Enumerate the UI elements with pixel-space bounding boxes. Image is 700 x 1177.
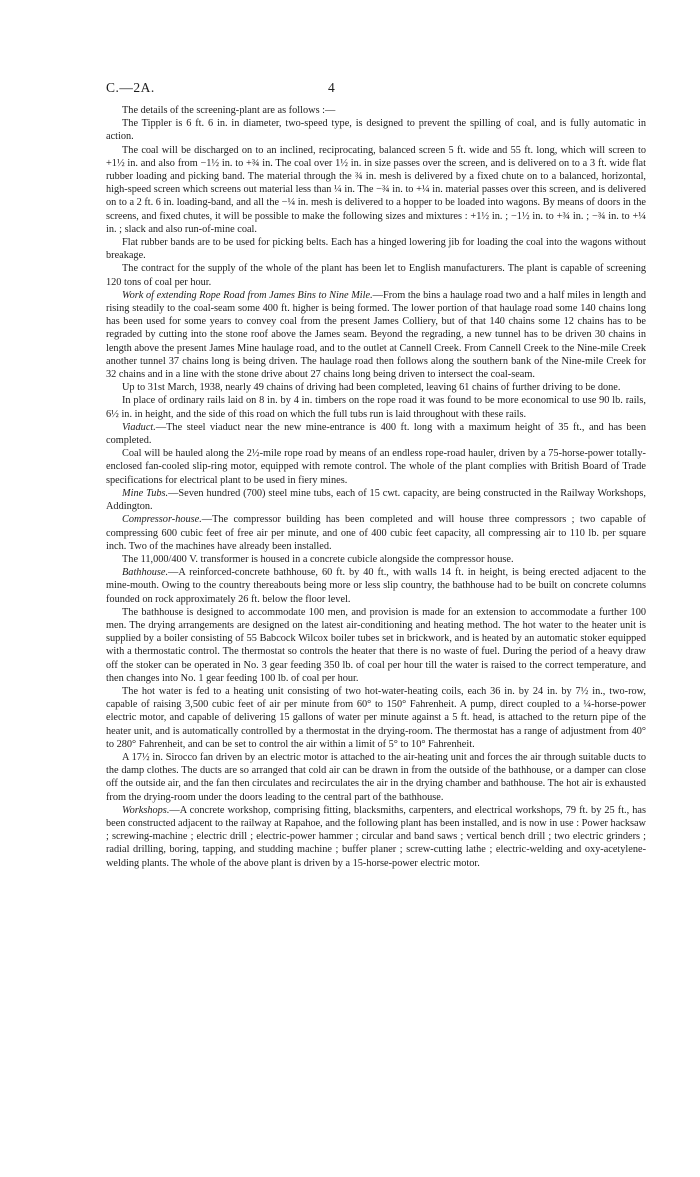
page-header [106, 80, 646, 96]
paragraph: The hot water is fed to a heating unit consisting of two hot-water-heating coils, each 36 in. by 24 in. by 7½ in., two-row, capable of raising 3,500 cubic feet of air per minute from 60° to 150° Fahrenheit. A pump, direct coupled to a ¼-horse-power electric motor, and capable of delivering 15 gallons of water per minute against a 5 ft. head, is attached to the return pipe of the heater unit, and is automatically controlled by a thermostat in the drying-room. The thermostat has a range of adjustment from 40° to 280° Fahrenheit, and can be set to control the air within a limit of 5° to 10° Fahrenheit. [106, 685, 646, 750]
paragraph: Flat rubber bands are to be used for picking belts. Each has a hinged lowering jib for loading the coal into the wagons without breakage. [106, 237, 646, 262]
paragraph: The Tippler is 6 ft. 6 in. in diameter, two-speed type, is designed to prevent the spilling of coal, and is fully automatic in action. [106, 118, 646, 143]
body-text [106, 104, 646, 870]
paragraph: The coal will be discharged on to an inclined, reciprocating, balanced screen 5 ft. wide and 55 ft. long, which will screen to +1½ in. and also from −1½ in. to +¾ in. The coal over 1½ in. in size passes over the screen, and is delivered on to a 3 ft. wide flat rubber loading and picking band. The material through the ¾ in. mesh is delivered by a fixed chute on to a balanced, horizontal, high-speed screen which screens out material less than ¼ in. The −¾ in. to +¼ in. material passes over this screen, and is delivered on to a 2 ft. 6 in. loading-band, and all the −¼ in. mesh is delivered to a hopper to be loaded into wagons. By means of doors in the screens, and fixed chutes, it will be possible to make the following sizes and mixtures : +1½ in. ; −1½ in. to +¾ in. ; −¾ in. to +¼ in. ; slack and also run-of-mine coal. [106, 144, 646, 235]
paragraph: Coal will be hauled along the 2½-mile rope road by means of an endless rope-road hauler, driven by a 75-horse-power totally-enclosed fan-cooled slip-ring motor, equipped with remote control. The whole of the plant complies with British Board of Trade specifications for electrical plant to be used in fiery mines. [106, 448, 646, 486]
paragraph: The bathhouse is designed to accommodate 100 men, and provision is made for an extension to accommodate a further 100 men. The drying arrangements are designed on the latest air-conditioning and heating method. The hot water to the heater unit is supplied by a boiler consisting of 55 Babcock Wilcox boiler tubes set in brickwork, and is heated by an automatic stoker equipped with a thermostatic control. The thermostat so controls the heater that there is no waste of fuel. During the period of a heavy draw off the stoker can be operated in No. 3 gear feeding 350 lb. of coal per hour till the water is raised to the correct temperature, and then changes into No. 1 gear feeding 100 lb. of coal per hour. [106, 606, 646, 684]
paragraph: Workshops.—A concrete workshop, comprising fitting, blacksmiths, carpenters, and electrical workshops, 79 ft. by 25 ft., has been constructed adjacent to the railway at Rapahoe, and the following plant has been installed, and is now in use : Power hacksaw ; screwing-machine ; electric drill ; electric-power hammer ; circular and band saws ; vertical bench drill ; two electric grinders ; radial drilling, boring, tapping, and studding machine ; buffer planer ; screw-cutting lathe ; electric-welding and oxy-acetylene-welding plants. The whole of the above plant is driven by a 15-horse-power electric motor. [106, 804, 646, 869]
section-heading: Work of extending Rope Road from James Bins to Nine Mile. [122, 289, 373, 301]
section-heading: Compressor-house. [122, 514, 202, 526]
paragraph: Mine Tubs.—Seven hundred (700) steel mine tubs, each of 15 cwt. capacity, are being constructed in the Railway Workshops, Addington. [106, 487, 646, 513]
section-heading: Bathhouse. [122, 567, 169, 579]
paragraph: Bathhouse.—A reinforced-concrete bathhouse, 60 ft. by 40 ft., with walls 14 ft. in height, is being erected adjacent to the mine-mouth. Owing to the country thereabouts being more or less slip country, the bathhouse had to be built on concrete columns founded on rock approximately 26 ft. below the floor level. [106, 567, 646, 605]
paragraph: The details of the screening-plant are as follows :— [122, 105, 336, 116]
paragraph: The contract for the supply of the whole of the plant has been let to English manufacturers. The plant is capable of screening 120 tons of coal per hour. [106, 263, 646, 288]
paragraph: Work of extending Rope Road from James Bins to Nine Mile.—From the bins a haulage road two and a half miles in length and rising steadily to the coal-seam some 400 ft. higher is being formed. The lower portion of that haulage road some 140 chains long has been used for some years to convey coal from the present James Colliery, but of that 140 chains some 12 chains has to be regraded by cutting into the stone roof above the James seam. Beyond the regrading, a new tunnel has to be driven 30 chains in length above the present James Mine haulage road, and to the outlet at Cannell Creek. From Cannell Creek to the Nine-mile Creek another tunnel 37 chains long is being driven. The haulage road then follows along the southern bank of the Nine-mile Creek for 32 chains and in a line with the stone drive about 27 chains long being driven to intersect the coal-seam. [106, 289, 646, 381]
paragraph: Compressor-house.—The compressor building has been completed and will house three compressors ; two capable of compressing 600 cubic feet of free air per minute, and one of 400 cubic feet capacity, all compressing air to 110 lb. per square inch. Two of the machines have already been installed. [106, 514, 646, 552]
paragraph: A 17½ in. Sirocco fan driven by an electric motor is attached to the air-heating unit and forces the air through suitable ducts to the damp clothes. The ducts are so arranged that cold air can be drawn in from the outside of the bathhouse, or a damper can close off the outside air, and the fan then circulates and recirculates the air in the drying chamber and bathhouse. The hot air is exhausted from the drying-room under the doors leading to the central part of the bathhouse. [106, 751, 646, 803]
section-heading: Viaduct. [122, 421, 156, 433]
paragraph: The 11,000/400 V. transformer is housed in a concrete cubicle alongside the compressor house. [122, 553, 514, 565]
page-number: 4 [328, 80, 335, 95]
paragraph: Viaduct.—The steel viaduct near the new mine-entrance is 400 ft. long with a maximum height of 35 ft., and has been completed. [106, 421, 646, 447]
paragraph: Up to 31st March, 1938, nearly 49 chains of driving had been completed, leaving 61 chains of further driving to be done. [122, 382, 621, 394]
section-heading: Workshops. [122, 804, 170, 816]
paragraph: In place of ordinary rails laid on 8 in. by 4 in. timbers on the rope road it was found to be more economical to use 90 lb. rails, 6½ in. in height, and the side of this road on which the full tubs run is laid throughout with these rails. [106, 395, 646, 420]
document-reference: C.—2A. [106, 80, 155, 95]
section-heading: Mine Tubs. [122, 487, 169, 499]
